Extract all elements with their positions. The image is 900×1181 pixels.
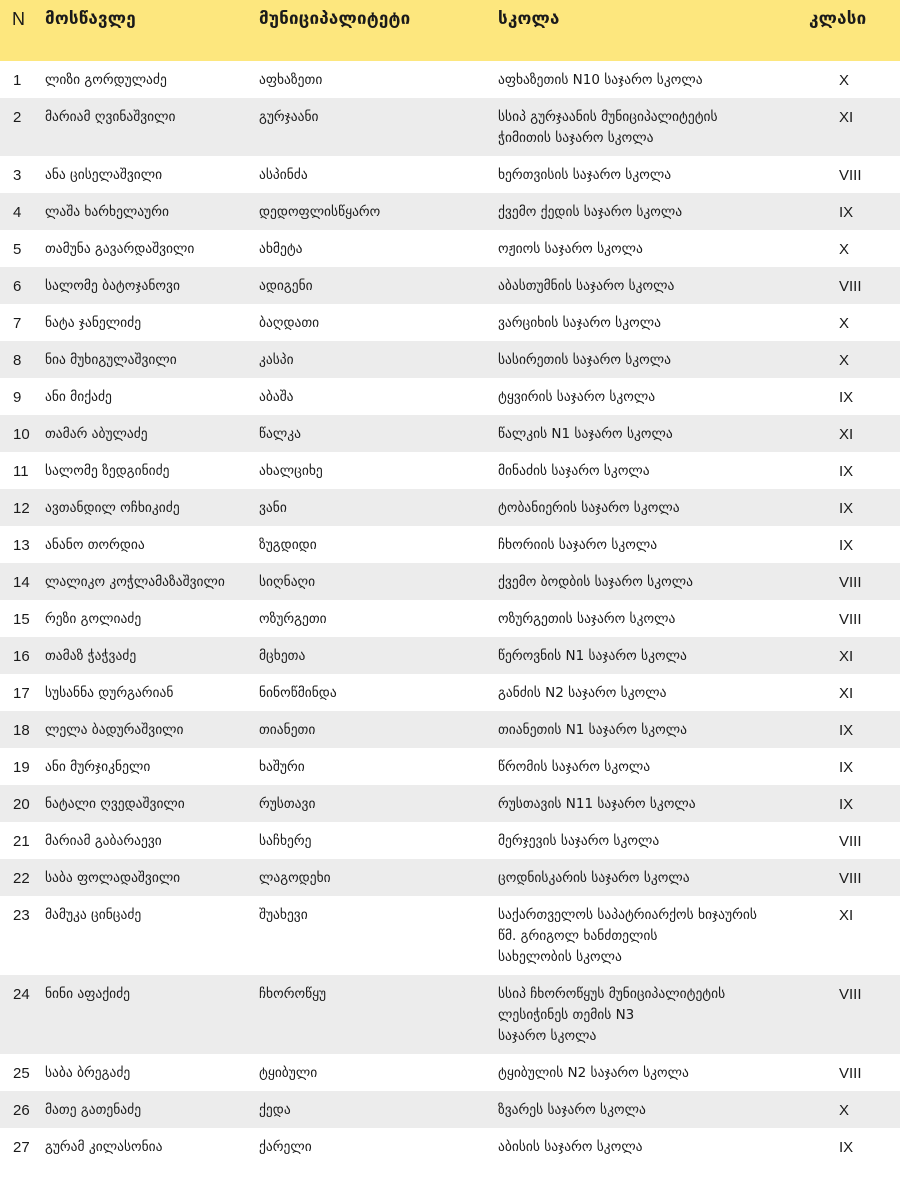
row-number: 20 [13,796,30,813]
municipality: აბაშა [259,389,294,405]
municipality: ბაღდათი [259,315,320,331]
row-number: 26 [13,1102,30,1119]
student-name: ანანო თორდია [45,537,145,553]
student-name: თამარ აბულაძე [45,426,148,442]
class-grade: VIII [839,986,862,1003]
municipality: ქედა [259,1102,291,1118]
table-row [0,415,900,452]
municipality: ახმეტა [259,241,303,257]
class-grade: XI [839,648,854,665]
table-row [0,1054,900,1091]
row-number: 10 [13,426,30,443]
class-grade: X [839,352,850,369]
student-name: ნინი აფაქიძე [45,986,131,1002]
school-name: სსიპ გურჯაანის მუნიციპალიტეტის ჭიმითის საჯარო სკოლა [498,109,718,146]
municipality: ვანი [259,500,287,516]
student-name: სუსანნა დურგარიან [45,685,174,701]
class-grade: VIII [839,870,862,887]
row-number: 1 [13,72,22,89]
student-name: გურამ კილასონია [45,1139,163,1155]
class-grade: X [839,72,850,89]
student-name: ანი მიქაძე [45,389,112,405]
school-name: წალკის N1 საჯარო სკოლა [498,426,673,442]
school-name: ტყვირის საჯარო სკოლა [498,389,656,405]
school-name: ცოდნისკარის საჯარო სკოლა [498,870,690,886]
school-name: წრომის საჯარო სკოლა [498,759,651,775]
school-name: ქვემო ბოდბის საჯარო სკოლა [498,574,693,590]
school-name: ჩხორიის საჯარო სკოლა [498,537,658,553]
municipality: საჩხერე [259,833,312,849]
class-grade: IX [839,389,854,406]
student-name: მარიამ გაბარაევი [45,833,162,849]
table-row [0,193,900,230]
school-name: თიანეთის N1 საჯარო სკოლა [498,722,688,738]
municipality: თიანეთი [259,722,316,738]
row-number: 15 [13,611,30,628]
class-grade: VIII [839,167,862,184]
municipality: შუახევი [259,907,308,923]
row-number: 19 [13,759,30,776]
municipality: ახალციხე [259,463,323,479]
school-name: აბისის საჯარო სკოლა [498,1139,643,1155]
school-name: აბასთუმნის საჯარო სკოლა [498,278,675,294]
student-name: სალომე ბატოჯანოვი [45,278,180,294]
municipality: აფხაზეთი [259,72,323,88]
table-row [0,452,900,489]
table-row [0,859,900,896]
row-number: 23 [13,907,30,924]
row-number: 21 [13,833,30,850]
row-number: 12 [13,500,30,517]
student-name: რეზი გოლიაძე [45,611,142,627]
municipality: ხაშური [259,759,305,775]
school-name: მერჯევის საჯარო სკოლა [498,833,660,849]
student-name: მათე გათენაძე [45,1102,142,1118]
row-number: 24 [13,986,30,1003]
school-name: ზვარეს საჯარო სკოლა [498,1102,646,1118]
class-grade: IX [839,1139,854,1156]
row-number: 8 [13,352,22,369]
row-number: 17 [13,685,30,702]
class-grade: IX [839,463,854,480]
class-grade: IX [839,204,854,221]
student-name: საბა ფოლადაშვილი [45,870,181,886]
school-name: აფხაზეთის N10 საჯარო სკოლა [498,72,703,88]
table-row [0,822,900,859]
student-name: თამუნა გავარდაშვილი [45,241,195,257]
row-number: 2 [13,109,22,126]
class-grade: IX [839,759,854,776]
class-grade: XI [839,426,854,443]
table-row [0,637,900,674]
student-name: მამუკა ცინცაძე [45,907,142,923]
class-grade: IX [839,537,854,554]
class-grade: X [839,315,850,332]
table-row [0,61,900,98]
row-number: 14 [13,574,30,591]
header-municipality: მუნიციპალიტეტი [259,0,498,61]
school-name: წეროვნის N1 საჯარო სკოლა [498,648,687,664]
row-number: 7 [13,315,22,332]
student-name: სალომე ზედგინიძე [45,463,170,479]
student-name: ავთანდილ ოჩხიკიძე [45,500,180,516]
table-row [0,975,900,1054]
class-grade: IX [839,796,854,813]
school-name: ოზურგეთის საჯარო სკოლა [498,611,676,627]
row-number: 13 [13,537,30,554]
municipality: ჩხოროწყუ [259,986,327,1002]
table-row [0,896,900,975]
table-row [0,230,900,267]
table-body [0,61,900,1167]
row-number: 16 [13,648,30,665]
student-name: ანი მურჯიკნელი [45,759,151,775]
row-number: 11 [13,463,29,480]
student-name: ლელა ბადურაშვილი [45,722,184,738]
municipality: ლაგოდეხი [259,870,331,886]
table-row [0,1128,900,1167]
table-row [0,748,900,785]
municipality: ნინოწმინდა [259,685,337,701]
table-row [0,1091,900,1128]
table-row [0,785,900,822]
row-number: 22 [13,870,30,887]
school-name: ვარციხის საჯარო სკოლა [498,315,661,331]
student-name: თამაზ ჭაჭვაძე [45,648,137,664]
row-number: 27 [13,1139,30,1156]
class-grade: VIII [839,574,862,591]
class-grade: X [839,241,850,258]
municipality: გურჯაანი [259,109,319,125]
class-grade: X [839,1102,850,1119]
table-row [0,98,900,156]
table-row [0,489,900,526]
school-name: ტყიბულის N2 საჯარო სკოლა [498,1065,689,1081]
school-name: რუსთავის N11 საჯარო სკოლა [498,796,696,812]
header-student: მოსწავლე [45,0,259,61]
student-name: ლიზი გორდულაძე [45,72,167,88]
municipality: დედოფლისწყარო [259,204,381,220]
table-row [0,711,900,748]
student-name: ნია მუხიგულაშვილი [45,352,177,368]
row-number: 25 [13,1065,30,1082]
student-name: ანა ცისელაშვილი [45,167,163,183]
municipality: სიღნაღი [259,574,316,590]
class-grade: VIII [839,611,862,628]
class-grade: VIII [839,833,862,850]
student-name: ნატა ჯანელიძე [45,315,142,331]
municipality: ზუგდიდი [259,537,317,553]
table-row [0,341,900,378]
class-grade: IX [839,500,854,517]
row-number: 9 [13,389,22,406]
school-name: ხერთვისის საჯარო სკოლა [498,167,672,183]
table-row [0,304,900,341]
municipality: კასპი [259,352,294,368]
class-grade: VIII [839,1065,862,1082]
row-number: 5 [13,241,22,258]
municipality: ასპინძა [259,167,308,183]
school-name: სსიპ ჩხოროწყუს მუნიციპალიტეტის ლესიჭინეს თემის N3 საჯარო სკოლა [498,986,726,1044]
header-number: N [0,0,45,61]
table-row [0,674,900,711]
school-name: საქართველოს საპატრიარქოს ხიჯაურის წმ. გრიგოლ ხანძთელის სახელობის სკოლა [498,907,757,965]
table-row [0,563,900,600]
row-number: 4 [13,204,22,221]
row-number: 6 [13,278,22,295]
table-row [0,378,900,415]
municipality: რუსთავი [259,796,316,812]
school-name: ქვემო ქედის საჯარო სკოლა [498,204,683,220]
row-number: 3 [13,167,22,184]
class-grade: IX [839,722,854,739]
municipality: მცხეთა [259,648,306,664]
municipality: წალკა [259,426,301,442]
header-school: სკოლა [498,0,802,61]
school-name: სასირეთის საჯარო სკოლა [498,352,672,368]
header-class: კლასი [802,0,900,61]
student-name: ლალიკო კოჭლამაზაშვილი [45,574,225,590]
school-name: განძის N2 საჯარო სკოლა [498,685,667,701]
student-name: ლაშა ხარხელაური [45,204,169,220]
table-row [0,526,900,563]
municipality: ქარელი [259,1139,312,1155]
municipality: ადიგენი [259,278,313,294]
municipality: ტყიბული [259,1065,318,1081]
class-grade: VIII [839,278,862,295]
student-name: საბა ბრეგაძე [45,1065,131,1081]
student-name: ნატალი ღვედაშვილი [45,796,185,812]
class-grade: XI [839,109,854,126]
school-name: ტობანიერის საჯარო სკოლა [498,500,680,516]
table-row [0,267,900,304]
header-row [0,0,900,61]
row-number: 18 [13,722,30,739]
class-grade: XI [839,907,854,924]
school-name: მინაძის საჯარო სკოლა [498,463,650,479]
table-row [0,156,900,193]
class-grade: XI [839,685,854,702]
school-name: ოჟიოს საჯარო სკოლა [498,241,643,257]
student-name: მარიამ ღვინაშვილი [45,109,176,125]
table-header [0,0,900,61]
municipality: ოზურგეთი [259,611,327,627]
table-row [0,600,900,637]
